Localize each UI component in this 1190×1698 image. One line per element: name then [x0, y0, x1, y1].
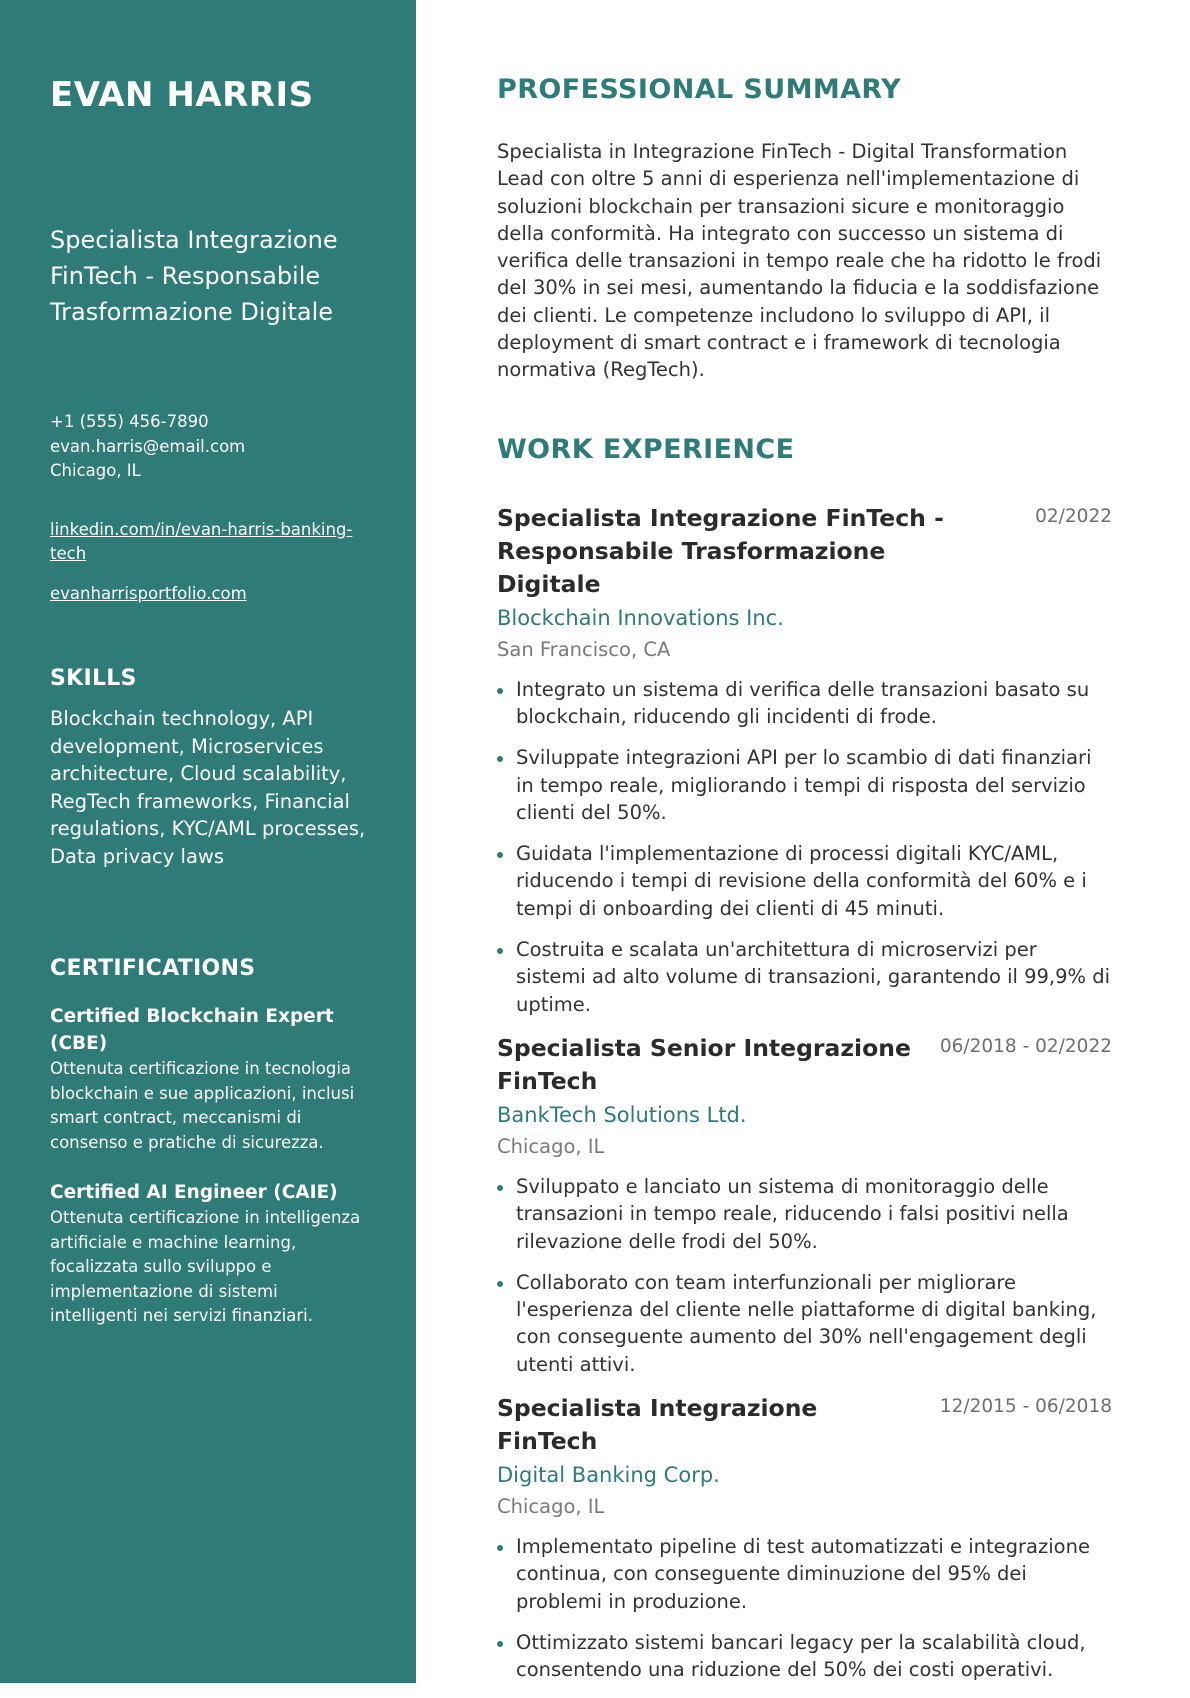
bullet-icon — [497, 688, 503, 694]
achievement-item — [497, 1269, 1112, 1378]
job-location: Chicago, IL — [497, 1134, 605, 1158]
achievement-text: Ottimizzato sistemi bancari legacy per la scalabilità cloud, consentendo una riduzione del 50% dei costi operativi. — [516, 1630, 1086, 1682]
job-dates: 06/2018 - 02/2022 — [939, 1035, 1112, 1057]
company-name: Blockchain Innovations Inc. — [497, 605, 784, 630]
achievement-list — [497, 676, 1112, 1018]
job-location: San Francisco, CA — [497, 637, 671, 661]
certification-description: Ottenuta certificazione in tecnologia blockchain e sue applicazioni, inclusi smart contract, meccanismi di consenso e pratiche di sicurezza. — [50, 1059, 355, 1152]
achievement-list — [497, 1173, 1112, 1378]
job-entry — [497, 502, 1112, 1018]
links-block — [50, 518, 366, 607]
certification-title: Certified AI Engineer (CAIE) — [50, 1182, 338, 1203]
bullet-icon — [497, 1641, 503, 1647]
job-dates: 12/2015 - 06/2018 — [939, 1396, 1112, 1418]
contact-block — [50, 410, 366, 484]
achievement-text: Collaborato con team interfunzionali per migliorare l'esperienza del cliente nelle piattaforme di digital banking, con conseguente aumento del 30% nell'engagement degli utenti attivi. — [516, 1270, 1097, 1376]
skills-list: Blockchain technology, API development, Microservices architecture, Cloud scalability, RegTech frameworks, Financial regulations, KYC/AML processes, Data privacy laws — [50, 707, 366, 868]
achievement-text: Integrato un sistema di verifica delle transazioni basato su blockchain, riducendo gli incidenti di frode. — [516, 677, 1090, 728]
achievement-text: Guidata l'implementazione di processi digitali KYC/AML, riducendo i tempi di revisione della conformità del 60% e i tempi di onboarding dei clienti di 45 minuti. — [516, 842, 1087, 920]
certifications-heading: CERTIFICATIONS — [50, 956, 256, 981]
headline: Specialista Integrazione FinTech - Responsabile Trasformazione Digitale — [50, 226, 338, 326]
location: Chicago, IL — [50, 461, 141, 480]
phone-number: +1 (555) 456-7890 — [50, 412, 209, 431]
achievement-item — [497, 1173, 1112, 1255]
company-name: Digital Banking Corp. — [497, 1463, 720, 1488]
certification-item — [50, 1003, 366, 1155]
bullet-icon — [497, 1545, 503, 1551]
achievement-text: Costruita e scalata un'architettura di microservizi per sistemi ad alto volume di transazioni, garantendo il 99,9% di uptime. — [516, 938, 1111, 1016]
achievement-text: Sviluppato e lanciato un sistema di monitoraggio delle transazioni in tempo reale, riducendo i falsi positivi nella rilevazione delle frodi del 50%. — [516, 1174, 1069, 1253]
linkedin-link[interactable]: linkedin.com/in/evan-harris-banking-tech — [50, 519, 353, 563]
job-entry — [497, 1392, 1112, 1683]
achievement-text: Sviluppate integrazioni API per lo scambio di dati finanziari in tempo reale, migliorando i tempi di risposta del servizio clienti del 50%. — [516, 746, 1092, 824]
achievement-item — [497, 744, 1112, 826]
bullet-icon — [497, 756, 503, 762]
achievement-list — [497, 1533, 1112, 1683]
sidebar — [0, 0, 416, 1683]
certification-title: Certified Blockchain Expert (CBE) — [50, 1006, 334, 1054]
summary-text: Specialista in Integrazione FinTech - Digital Transformation Lead con oltre 5 anni di esperienza nell'implementazione di soluzioni blockchain per transazioni sicure e monitoraggio della conformità. Ha integrato con successo un sistema di verifica delle transazioni in tempo reale che ha ridotto le frodi del 30% in sei mesi, aumentando la fiducia e la soddisfazione dei clienti. Le competenze includono lo sviluppo di API, il deployment di smart contract e i framework di tecnologia normativa (RegTech). — [497, 140, 1102, 382]
bullet-icon — [497, 852, 503, 858]
candidate-name: EVAN HARRIS — [50, 75, 314, 115]
email-address: evan.harris@email.com — [50, 436, 246, 456]
job-title: Specialista Senior Integrazione FinTech — [497, 1033, 911, 1095]
bullet-icon — [497, 948, 503, 954]
achievement-text: Implementato pipeline di test automatizzati e integrazione continua, con conseguente diminuzione del 95% dei problemi in produzione. — [516, 1535, 1090, 1613]
company-name: BankTech Solutions Ltd. — [497, 1102, 747, 1127]
job-dates: 02/2022 — [1035, 505, 1112, 527]
skills-heading: SKILLS — [50, 666, 137, 691]
bullet-icon — [497, 1281, 503, 1287]
job-title: Specialista Integrazione FinTech - Responsabile Trasformazione Digitale — [497, 503, 944, 598]
summary-heading: PROFESSIONAL SUMMARY — [497, 74, 902, 105]
achievement-item — [497, 840, 1112, 922]
certification-description: Ottenuta certificazione in intelligenza artificiale e machine learning, focalizzata sullo sviluppo e implementazione di sistemi intelligenti nei servizi finanziari. — [50, 1208, 361, 1325]
achievement-item — [497, 1629, 1112, 1684]
job-location: Chicago, IL — [497, 1495, 605, 1519]
bullet-icon — [497, 1185, 503, 1191]
job-title: Specialista Integrazione FinTech — [497, 1394, 818, 1456]
portfolio-link[interactable]: evanharrisportfolio.com — [50, 583, 247, 603]
achievement-item — [497, 676, 1112, 731]
main-content — [497, 68, 1112, 1698]
job-entry — [497, 1032, 1112, 1378]
achievement-item — [497, 936, 1112, 1018]
certification-item — [50, 1179, 366, 1329]
achievement-item — [497, 1533, 1112, 1615]
work-experience-heading: WORK EXPERIENCE — [497, 433, 795, 465]
